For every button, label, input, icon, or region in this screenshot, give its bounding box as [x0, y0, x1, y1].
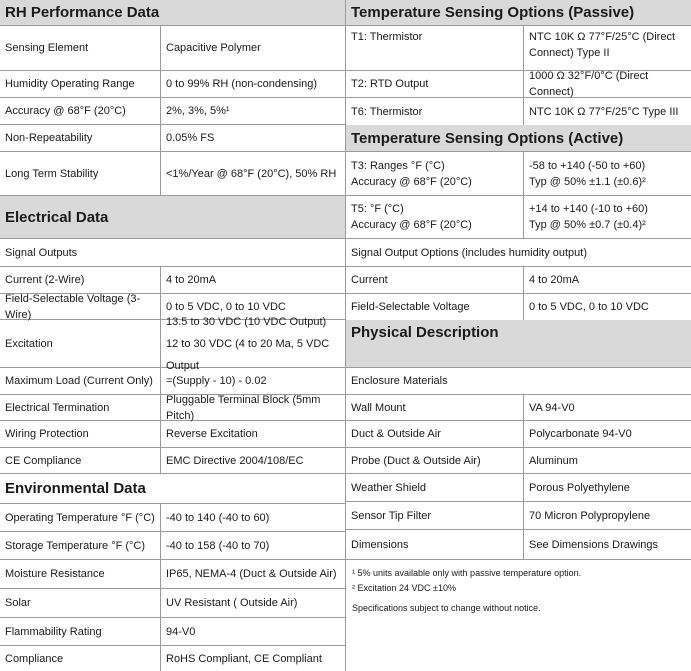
table-row — [0, 421, 345, 448]
active-temp-heading: Temperature Sensing Options (Active) — [346, 125, 691, 152]
row-label: Field-Selectable Voltage — [351, 301, 470, 313]
row-value: 2%, 3%, 5%¹ — [160, 98, 345, 124]
row-label: Maximum Load (Current Only) — [5, 375, 153, 387]
row-value: 4 to 20mA — [523, 267, 691, 293]
table-row — [346, 474, 691, 502]
row-value: RoHS Compliant, CE Compliant — [160, 646, 345, 671]
row-label: Non-Repeatability — [5, 132, 93, 144]
row-value: Porous Polyethylene — [523, 474, 691, 501]
table-row — [0, 589, 345, 618]
table-row — [346, 239, 691, 267]
row-value: -40 to 140 (-40 to 60) — [160, 504, 345, 531]
value-line-1: -58 to +140 (-50 to +60) — [529, 159, 646, 172]
table-row — [346, 502, 691, 530]
row-value: 0 to 99% RH (non-condensing) — [160, 71, 345, 97]
table-row — [0, 239, 345, 267]
row-label: Duct & Outside Air — [351, 428, 441, 440]
row-label: Weather Shield — [351, 481, 427, 494]
row-label: Accuracy @ 68°F (20°C) — [5, 105, 126, 117]
row-label: CE Compliance — [5, 454, 82, 467]
row-value: UV Resistant ( Outside Air) — [160, 589, 345, 617]
value-line-2: Typ @ 50% ±0.7 (±0.4)² — [529, 219, 646, 231]
row-value — [523, 152, 691, 195]
excitation-line-1: 13.5 to 30 VDC (10 VDC Output) — [166, 315, 327, 328]
row-value: NTC 10K Ω 77°F/25°C Type III — [523, 98, 691, 125]
row-label: Moisture Resistance — [5, 568, 105, 580]
table-row — [346, 395, 691, 421]
row-value — [523, 196, 691, 238]
table-row — [0, 71, 345, 98]
table-row — [0, 26, 345, 71]
table-row — [346, 294, 691, 320]
table-row — [346, 71, 691, 98]
signal-output-options-label: Signal Output Options (includes humidity output) — [351, 246, 588, 259]
row-label: T6: Thermistor — [351, 105, 423, 118]
label-line-1: T3: Ranges °F (°C) — [351, 159, 445, 172]
row-value: 0 to 5 VDC, 0 to 10 VDC — [523, 294, 691, 320]
table-row — [346, 152, 691, 196]
row-value: Capacitive Polymer — [160, 26, 345, 70]
table-row — [0, 152, 345, 196]
table-row — [0, 315, 345, 372]
table-row — [0, 560, 345, 589]
row-label: T1: Thermistor — [351, 31, 423, 43]
row-value: EMC Directive 2004/108/EC — [160, 448, 345, 473]
passive-temp-heading: Temperature Sensing Options (Passive) — [346, 0, 691, 26]
row-value: See Dimensions Drawings — [523, 530, 691, 559]
label-line-1: T5: °F (°C) — [351, 203, 404, 215]
row-value: Reverse Excitation — [160, 421, 345, 447]
row-value: 0.05% FS — [160, 125, 345, 151]
footnotes — [352, 566, 581, 616]
table-row — [346, 368, 691, 395]
row-value: 4 to 20mA — [160, 267, 345, 293]
excitation-line-2: 12 to 30 VDC (4 to 20 Ma, 5 VDC Output — [166, 337, 330, 372]
row-value: 0 to 5 VDC, 0 to 10 VDC — [160, 294, 345, 319]
label-line-2: Accuracy @ 68°F (20°C) — [351, 175, 472, 188]
row-value: VA 94-V0 — [523, 395, 691, 420]
table-row — [0, 98, 345, 125]
table-row — [346, 26, 691, 71]
table-row — [346, 421, 691, 448]
row-label: Compliance — [5, 652, 64, 665]
row-label: Operating Temperature °F (°C) — [5, 511, 155, 524]
rh-performance-heading: RH Performance Data — [0, 0, 345, 26]
electrical-data-heading: Electrical Data — [0, 196, 345, 239]
table-row — [346, 98, 691, 125]
row-label: Humidity Operating Range — [5, 78, 135, 90]
row-value — [160, 315, 345, 372]
footnote-1: ¹ 5% units available only with passive temperature option. — [352, 568, 582, 578]
physical-description-heading: Physical Description — [346, 320, 691, 368]
table-row — [0, 125, 345, 152]
row-label: Dimensions — [351, 538, 409, 551]
row-label: T2: RTD Output — [351, 78, 429, 90]
row-label — [346, 196, 523, 238]
row-value: 94-V0 — [160, 618, 345, 645]
row-label — [346, 152, 523, 195]
row-value: Pluggable Terminal Block (5mm Pitch) — [160, 395, 345, 420]
table-row — [0, 646, 345, 671]
table-row — [346, 448, 691, 474]
row-label: Storage Temperature °F (°C) — [5, 539, 146, 552]
change-notice: Specifications subject to change without notice. — [352, 603, 541, 613]
row-label: Current — [351, 274, 388, 286]
row-label: Probe (Duct & Outside Air) — [351, 454, 481, 467]
table-row — [0, 618, 345, 646]
row-value: 70 Micron Polypropylene — [523, 502, 691, 529]
table-row — [0, 448, 345, 474]
row-label: Wall Mount — [351, 401, 406, 414]
row-label: Current (2-Wire) — [5, 274, 85, 286]
row-label: Wiring Protection — [5, 428, 89, 440]
row-label: Electrical Termination — [5, 401, 110, 414]
table-row — [0, 395, 345, 421]
row-label: Long Term Stability — [5, 167, 99, 180]
table-row — [346, 196, 691, 239]
row-value: 1000 Ω 32°F/0°C (Direct Connect) — [523, 71, 691, 97]
value-line-1: +14 to +140 (-10 to +60) — [529, 203, 648, 215]
table-row — [346, 267, 691, 294]
signal-outputs-label: Signal Outputs — [5, 246, 78, 259]
row-value: Polycarbonate 94-V0 — [523, 421, 691, 447]
row-label: Field-Selectable Voltage (3-Wire) — [5, 292, 141, 321]
row-label: Flammability Rating — [5, 625, 102, 638]
row-label: Sensor Tip Filter — [351, 509, 432, 522]
table-row — [0, 532, 345, 560]
table-row — [346, 530, 691, 560]
environmental-data-heading: Environmental Data — [0, 474, 345, 504]
enclosure-materials-label: Enclosure Materials — [351, 375, 448, 387]
row-value: <1%/Year @ 68°F (20°C), 50% RH — [160, 152, 345, 195]
row-value: =(Supply - 10) - 0.02 — [160, 368, 345, 394]
footnote-2: ² Excitation 24 VDC ±10% — [352, 583, 456, 593]
row-label: Sensing Element — [5, 42, 89, 54]
row-label: Solar — [5, 597, 31, 609]
value-line-2: Connect) Type II — [529, 47, 610, 59]
value-line-2: Typ @ 50% ±1.1 (±0.6)² — [529, 175, 646, 188]
label-line-2: Accuracy @ 68°F (20°C) — [351, 219, 472, 231]
row-value — [523, 26, 691, 70]
row-value: IP65, NEMA-4 (Duct & Outside Air) — [160, 560, 345, 588]
table-row — [0, 504, 345, 532]
row-value: Aluminum — [523, 448, 691, 473]
row-label: Excitation — [5, 337, 53, 350]
value-line-1: NTC 10K Ω 77°F/25°C (Direct — [529, 31, 676, 43]
row-value: -40 to 158 (-40 to 70) — [160, 532, 345, 559]
